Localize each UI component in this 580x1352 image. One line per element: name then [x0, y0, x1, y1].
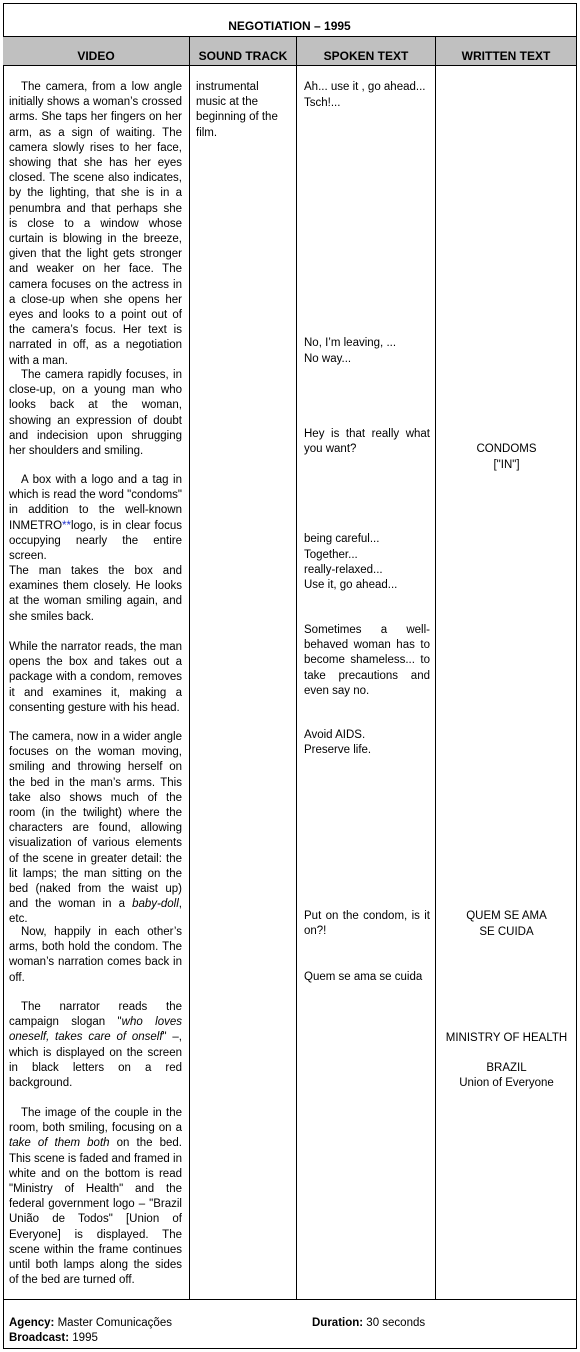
- written-line-2: ["IN"]: [493, 459, 520, 471]
- video-paragraph-6: [9, 730, 182, 928]
- header-sound-track: SOUND TRACK: [198, 49, 288, 63]
- video-paragraph-9: [9, 1106, 182, 1288]
- video-paragraph-3: [9, 473, 182, 564]
- table-border-top: [3, 3, 577, 4]
- spoken-line-11: Avoid AIDS.: [304, 729, 366, 741]
- column-separator-2: [296, 36, 297, 1300]
- written-line-4: SE CUIDA: [479, 926, 534, 938]
- spoken-line-1: Ah... use it , go ahead...: [304, 81, 426, 93]
- video-paragraph-2: [9, 368, 182, 459]
- spoken-line-3: No, I’m leaving, ...: [304, 337, 397, 349]
- video-text-5: While the narrator reads, the man opens the box and takes out a package with a condom, removes it and examines it, making a consenting gesture with his head.: [9, 641, 182, 714]
- sound-track-text: instrumental music at the beginning of the film.: [196, 81, 278, 139]
- written-line-3: QUEM SE AMA: [466, 910, 547, 922]
- duration-label: Duration:: [312, 1317, 364, 1329]
- video-text-6a: The camera, now in a wider angle focuses on the woman moving, smiling and throwing herself on the bed in the man’s arms. This take also shows much of the room (in the twilight) where the characters are found, allowing visualization of various elements of the scene in greater detail: the lit lamps; the man sitting on the bed (naked from the waist up) and the woman in a: [9, 731, 182, 911]
- written-line-1: CONDOMS: [476, 443, 537, 455]
- spoken-line-9: Use it, go ahead...: [304, 579, 398, 591]
- table-border-left: [3, 3, 4, 1349]
- video-text-9a: The image of the couple in the room, both smiling, focusing on a: [9, 1107, 182, 1135]
- header-separator: [3, 65, 577, 66]
- video-text-9-em: take of them both: [9, 1137, 110, 1150]
- header-written-text: WRITTEN TEXT: [461, 49, 551, 63]
- video-paragraph-5: [9, 640, 182, 716]
- video-text-8-em: who loves oneself, takes care of onself: [9, 1016, 182, 1044]
- spoken-line-13: Put on the condom, is it on?!: [304, 910, 430, 938]
- video-paragraph-1: [9, 80, 182, 369]
- broadcast-label: Broadcast:: [9, 1332, 70, 1344]
- table-border-right: [576, 3, 577, 1349]
- header-spoken-text: SPOKEN TEXT: [323, 49, 409, 63]
- video-text-3b: logo, is in clear focus occupying nearly the entire screen.: [9, 519, 182, 563]
- column-separator-3: [435, 36, 436, 1300]
- video-text-6-em: baby-doll: [132, 898, 179, 911]
- video-text-8a: The narrator reads the campaign slogan ": [9, 1001, 182, 1029]
- video-text-8b: " –, which is displayed on the screen in black letters on a red background.: [9, 1031, 182, 1090]
- column-separator-1: [189, 36, 190, 1300]
- spoken-line-2: Tsch!...: [304, 97, 341, 109]
- video-text-6b: , etc.: [9, 898, 182, 926]
- written-line-5: MINISTRY OF HEALTH: [445, 1032, 568, 1044]
- duration-value: 30 seconds: [363, 1317, 426, 1329]
- agency-value: Master Comunicações: [54, 1317, 172, 1329]
- spoken-line-12: Preserve life.: [304, 744, 372, 756]
- spoken-line-4: No way...: [304, 353, 352, 365]
- spoken-line-5: Hey is that really what you want?: [304, 428, 430, 456]
- video-text-2: The camera rapidly focuses, in close-up, on a young man who looks back at the woman, showing an expression of doubt and indecision upon shrugging her shoulders and smiling.: [9, 369, 182, 458]
- video-paragraph-7: [9, 925, 182, 986]
- broadcast-value: 1995: [69, 1332, 98, 1344]
- spoken-line-6: being careful...: [304, 533, 380, 545]
- footer-broadcast: [9, 1331, 289, 1346]
- spoken-line-8: really-relaxed...: [304, 564, 383, 576]
- video-paragraph-8: [9, 1000, 182, 1091]
- spoken-line-14: Quem se ama se cuida: [304, 971, 423, 983]
- table-title: NEGOTIATION – 1995: [228, 19, 351, 33]
- video-text-7: Now, happily in each other’s arms, both hold the condom. The woman’s narration comes back in off.: [9, 926, 182, 984]
- video-text-1: The camera, from a low angle initially shows a woman’s crossed arms. She taps her fingers on her arm, as a sign of waiting. The camera slowly rises to her face, showing that she has her eyes closed. The scene also indicates, by the lighting, that she is in a penumbra and that perhaps she is close to a window whose curtain is blowing in the breeze, given that the light gets stronger and weaker on her face. The camera focuses on the actress in a close-up when she opens her eyes and looks to a point out of the camera’s focus. Her text is narrated in off, as a negotiation with a man.: [9, 81, 182, 367]
- spoken-line-10: Sometimes a well-behaved woman has to become shameless... to take precautions and even say no.: [304, 624, 430, 697]
- footer-separator: [3, 1299, 577, 1300]
- video-text-4: The man takes the box and examines them closely. He looks at the woman smiling again, and she smiles back.: [9, 565, 182, 623]
- agency-label: Agency:: [9, 1317, 55, 1329]
- video-paragraph-4: [9, 564, 182, 625]
- footer-agency: [9, 1316, 289, 1331]
- video-text-3a: A box with a logo and a tag in which is read the word "condoms" in addition to the well-known INMETRO: [9, 474, 182, 532]
- footer-duration: [312, 1316, 562, 1331]
- table-border-bottom: [3, 1348, 577, 1349]
- footnote-link[interactable]: **: [62, 519, 71, 532]
- header-video: VIDEO: [77, 49, 115, 63]
- video-text-9b: on the bed. This scene is faded and framed in white and on the bottom is read "Ministry of Health" and the federal government logo – "Brazil União de Todos" [Union of Everyone] is displayed. The scene within the frame continues until both lamps along the sides of the bed are turned off.: [9, 1137, 182, 1287]
- written-line-7: Union of Everyone: [459, 1077, 554, 1089]
- spoken-line-7: Together...: [304, 549, 358, 561]
- written-line-6: BRAZIL: [486, 1062, 527, 1074]
